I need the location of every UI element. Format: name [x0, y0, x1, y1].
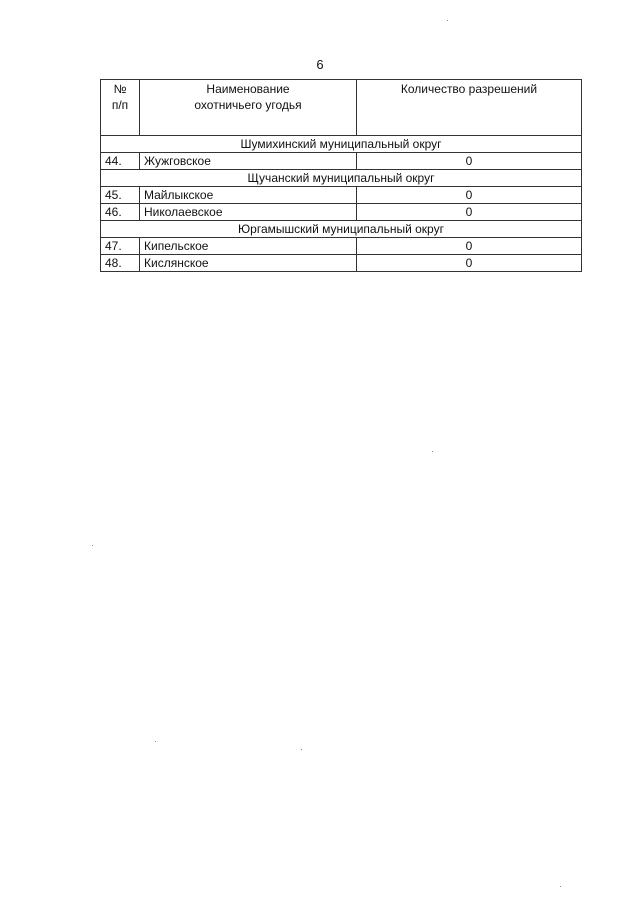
table-row — [101, 204, 582, 221]
scan-speck — [301, 749, 302, 750]
row-count: 0 — [357, 204, 582, 221]
header-number-label: № п/п — [111, 82, 129, 112]
header-name-label: Наименование охотничьего угодья — [194, 82, 302, 112]
table-row — [101, 153, 582, 170]
scan-speck — [560, 886, 561, 887]
row-number: 45. — [101, 187, 140, 204]
scan-speck — [92, 545, 93, 546]
district-title: Щучанский муниципальный округ — [101, 170, 582, 187]
row-name: Кислянское — [140, 255, 357, 272]
district-row — [101, 221, 582, 238]
table-row — [101, 238, 582, 255]
scan-speck — [447, 20, 448, 21]
row-number: 47. — [101, 238, 140, 255]
header-number — [101, 80, 140, 136]
row-name: Майлыкское — [140, 187, 357, 204]
row-count: 0 — [357, 187, 582, 204]
row-name: Николаевское — [140, 204, 357, 221]
table-header-row — [101, 80, 582, 136]
row-count: 0 — [357, 153, 582, 170]
row-name: Жужговское — [140, 153, 357, 170]
row-number: 46. — [101, 204, 140, 221]
header-count — [357, 80, 582, 136]
row-count: 0 — [357, 238, 582, 255]
table-row — [101, 255, 582, 272]
hunting-permits-table — [100, 79, 582, 272]
row-count: 0 — [357, 255, 582, 272]
row-name: Кипельское — [140, 238, 357, 255]
row-number: 44. — [101, 153, 140, 170]
district-title: Шумихинский муниципальный округ — [101, 136, 582, 153]
header-count-label: Количество разрешений — [400, 82, 538, 96]
district-row — [101, 136, 582, 153]
district-row — [101, 170, 582, 187]
scan-speck — [155, 741, 156, 742]
district-title: Юргамышский муниципальный округ — [101, 221, 582, 238]
row-number: 48. — [101, 255, 140, 272]
table-row — [101, 187, 582, 204]
page-number: 6 — [316, 57, 324, 72]
header-name — [140, 80, 357, 136]
scan-speck — [432, 451, 433, 452]
